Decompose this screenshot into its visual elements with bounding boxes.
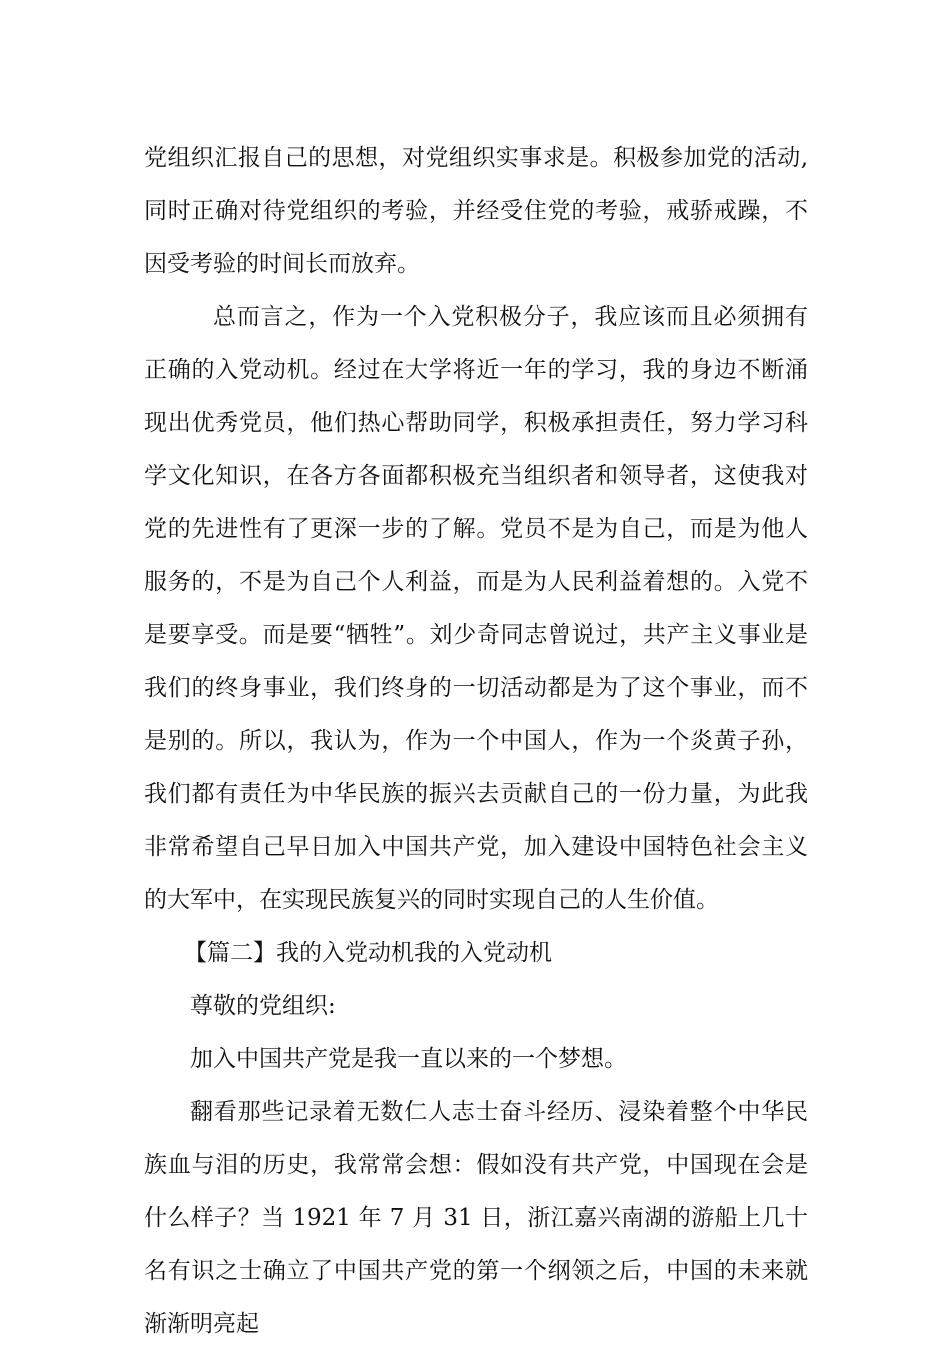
paragraph-continuation: 党组织汇报自己的思想，对党组织实事求是。积极参加党的活动,同时正确对待党组织的考验，并经受住党的考验，戒骄戒躁，不因受考验的时间长而放弃。 [144,145,808,277]
document-body [144,132,808,1351]
paragraph-summary: 总而言之，作为一个入党积极分子，我应该而且必须拥有正确的入党动机。经过在大学将近一年的学习，我的身边不断涌现出优秀党员，他们热心帮助同学，积极承担责任，努力学习科学文化知识，在各方各面都积极充当组织者和领导者，这使我对党的先进性有了更深一步的了解。党员不是为自己，而是为他人服务的，不是为自己个人利益，而是为人民利益着想的。入党不是要享受。而是要“牺牲”。刘少奇同志曾说过，共产主义事业是我们的终身事业，我们终身的一切活动都是为了这个事业，而不是别的。所以，我认为，作为一个中国人，作为一个炎黄子孙，我们都有责任为中华民族的振兴去贡献自己的一份力量，为此我非常希望自己早日加入中国共产党，加入建设中国特色社会主义的大军中，在实现民族复兴的同时实现自己的人生价值。 [144,304,808,913]
paragraph-history: 翻看那些记录着无数仁人志士奋斗经历、浸染着整个中华民族血与泪的历史，我常常会想：假如没有共产党，中国现在会是什么样子？当 1921 年 7 月 31 日，浙江嘉兴南湖的游船上几十名有识之士确立了中国共产党的第一个纲领之后，中国的未来就渐渐明亮起 [144,1099,808,1337]
section-heading: 【篇二】我的入党动机我的入党动机 [184,940,552,966]
letter-salutation: 尊敬的党组织: [190,993,336,1019]
paragraph-opening: 加入中国共产党是我一直以来的一个梦想。 [190,1046,627,1072]
